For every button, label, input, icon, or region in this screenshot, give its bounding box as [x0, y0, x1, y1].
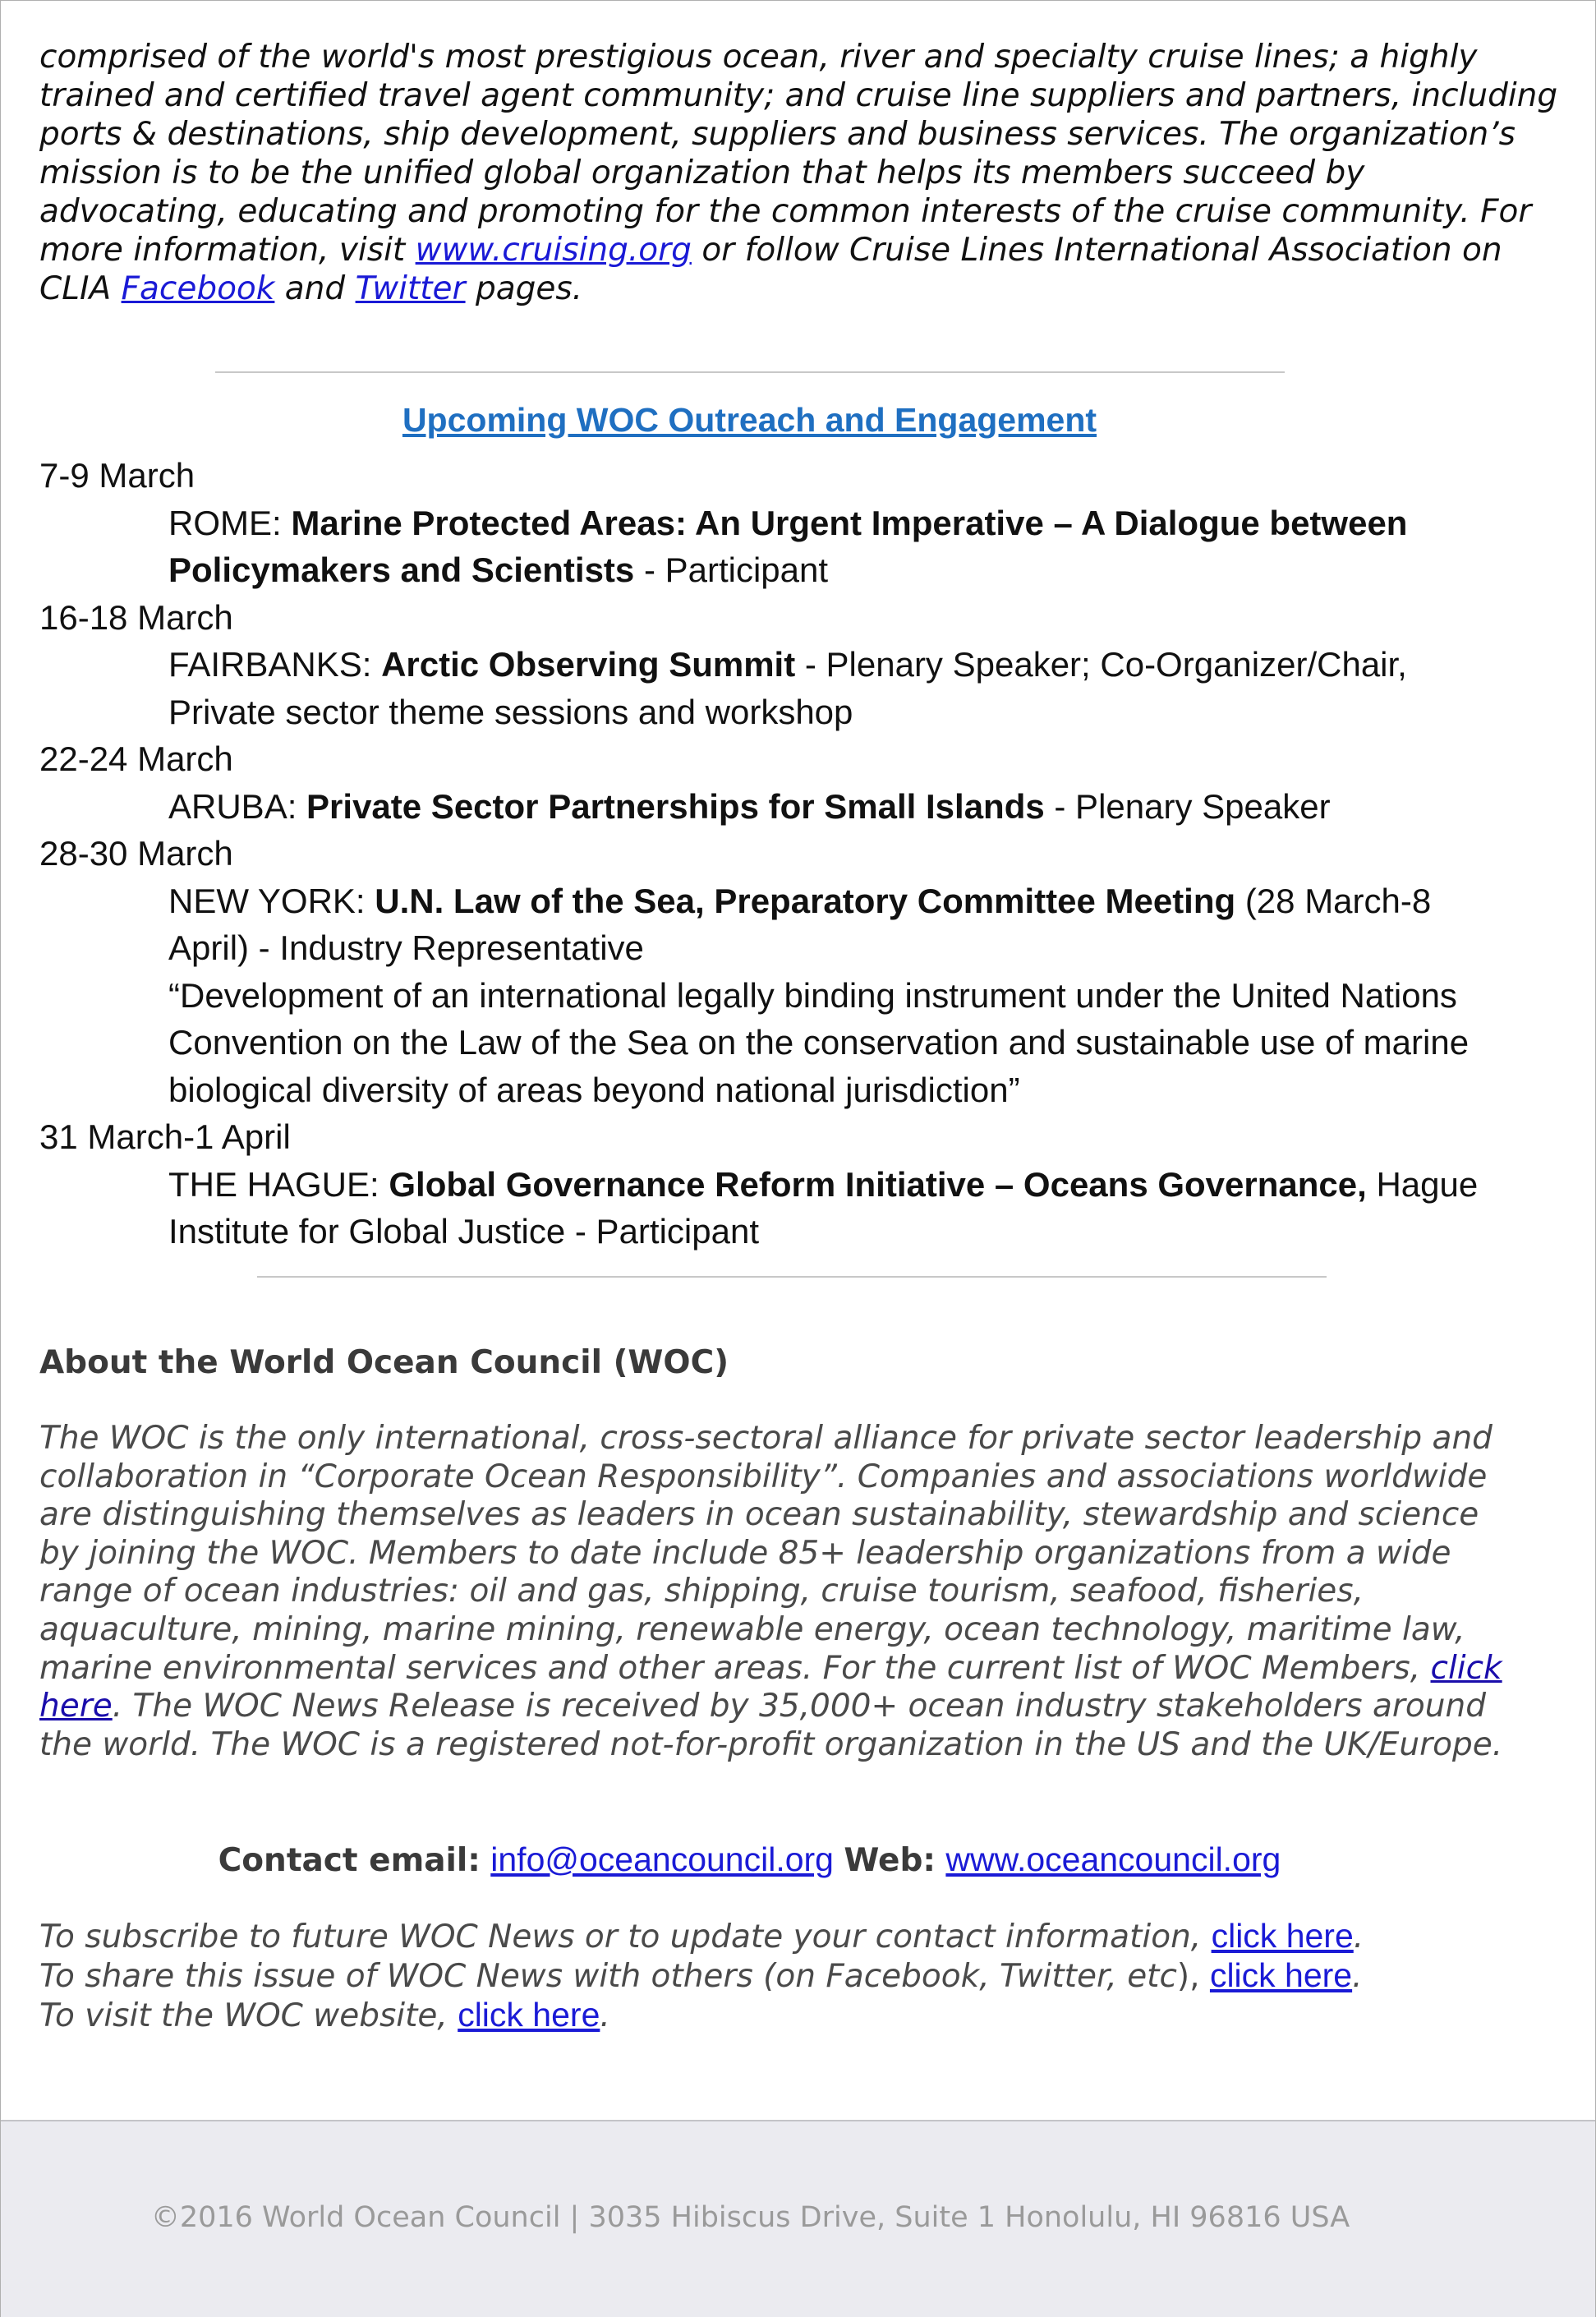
event-role: - Plenary Speaker; Co-Organizer/Chair, Private sector theme sessions and workshop [168, 645, 1407, 731]
email-link[interactable]: info@oceancouncil.org [490, 1840, 834, 1878]
event-description [168, 500, 1499, 594]
website-link[interactable]: www.oceancouncil.org [945, 1840, 1281, 1878]
subscribe-link[interactable]: click here [1211, 1917, 1354, 1955]
event-title: Arctic Observing Summit [381, 645, 796, 684]
event-role: - Plenary Speaker [1044, 786, 1331, 826]
visit-link[interactable]: click here [458, 1996, 600, 2034]
contact-line [0, 1840, 1499, 1879]
event-item [39, 735, 1518, 830]
event-title: Private Sector Partnerships for Small Islands [306, 786, 1045, 826]
event-item [39, 452, 1518, 594]
divider-bottom [257, 1276, 1327, 1278]
event-date: 7-9 March [39, 456, 195, 495]
subscribe-text: To subscribe to future WOC News or to update your contact information, [39, 1919, 1212, 1955]
visit-line [39, 1996, 1510, 2035]
events-heading[interactable]: Upcoming WOC Outreach and Engagement [402, 401, 1097, 439]
share-line [39, 1956, 1510, 1996]
share-link[interactable]: click here [1209, 1956, 1353, 1994]
visit-text: To visit the WOC website, [39, 1997, 458, 2034]
event-role: (28 March-8 April) - Industry Representative [168, 881, 1432, 967]
about-text-1: The WOC is the only international, cross-sectoral alliance for private sector leadership and collaboration in “Corporate Ocean Responsibility”. Companies and associations worldwide are distinguishing themselves as leaders in ocean sustainability, stewardship and science by joining the WOC. Members to date include 85+ leadership organizations from a wide range of ocean industries: oil and gas, shipping, cruise tourism, seafood, fisheries, aquaculture, mining, marine mining, renewable energy, ocean technology, maritime law, marine environmental services and other areas. For the current list of WOC Members, [39, 1420, 1493, 1687]
members-link[interactable]: click here [39, 1649, 1502, 1725]
subscribe-period: . [1353, 1919, 1364, 1955]
visit-period: . [600, 1997, 610, 2034]
event-description [168, 783, 1499, 831]
intro-paragraph [39, 38, 1559, 308]
facebook-link[interactable]: Facebook [121, 270, 275, 307]
events-list [39, 452, 1518, 1255]
event-date: 28-30 March [39, 834, 233, 873]
intro-text-3: and [274, 270, 356, 307]
subscribe-line [39, 1917, 1510, 1956]
event-place: NEW YORK: [168, 881, 375, 920]
event-description [168, 878, 1499, 972]
footer [1, 2120, 1595, 2317]
subscribe-section [39, 1917, 1510, 2035]
event-title: U.N. Law of the Sea, Preparatory Committee Meeting [375, 881, 1236, 920]
about-paragraph [39, 1420, 1510, 1764]
event-place: ROME: [168, 503, 292, 542]
event-role: - Participant [634, 550, 829, 589]
event-title: Marine Protected Areas: An Urgent Imperative – A Dialogue between Policymakers and Scientists [168, 503, 1408, 589]
event-date: 31 March-1 April [39, 1117, 291, 1156]
share-text: To share this issue of WOC News with others (on Facebook, Twitter, etc [39, 1958, 1177, 1995]
event-place: ARUBA: [168, 786, 307, 826]
twitter-link[interactable]: Twitter [355, 270, 466, 307]
web-label: Web: [844, 1842, 936, 1879]
event-quote: “Development of an international legally binding instrument under the United Nations Convention on the Law of the Sea on the conservation and sustainable use of marine biological diversity of areas beyond national jurisdiction” [168, 975, 1470, 1109]
event-item [39, 830, 1518, 1113]
event-place: THE HAGUE: [168, 1164, 389, 1204]
about-heading: About the World Ocean Council (WOC) [39, 1344, 729, 1381]
footer-address: ©2016 World Ocean Council | 3035 Hibiscus Drive, Suite 1 Honolulu, HI 96816 USA [150, 2201, 1350, 2234]
event-title: Global Governance Reform Initiative – Oceans Governance, [389, 1164, 1367, 1204]
about-text-2: . The WOC News Release is received by 35,000+ ocean industry stakeholders around the world. The WOC is a registered not-for-profit organization in the US and the UK/Europe. [39, 1688, 1503, 1763]
contact-email-label: Contact email: [218, 1842, 481, 1879]
event-place: FAIRBANKS: [168, 645, 382, 684]
intro-text-4: pages. [465, 270, 583, 307]
divider-top [215, 371, 1285, 373]
event-date: 22-24 March [39, 739, 233, 778]
event-item [39, 594, 1518, 736]
cruising-link[interactable]: www.cruising.org [415, 232, 692, 269]
event-item [39, 1113, 1518, 1255]
share-paren: ), [1176, 1958, 1210, 1995]
intro-section [39, 38, 1559, 308]
event-date: 16-18 March [39, 597, 233, 637]
event-description [168, 641, 1499, 735]
event-description [168, 1161, 1499, 1255]
event-role: Hague Institute for Global Justice - Participant [168, 1164, 1479, 1251]
intro-text-2: or follow Cruise Lines International Association on CLIA [39, 232, 1502, 307]
intro-text-1: comprised of the world's most prestigious ocean, river and specialty cruise lines; a highly trained and certified travel agent community; and cruise line suppliers and partners, including ports & destinations, ship development, suppliers and business services. The organization’s mission is to be the unified global organization that helps its members succeed by advocating, educating and promoting for the common interests of the cruise community. For more information, visit [39, 39, 1558, 269]
share-period: . [1352, 1958, 1363, 1995]
